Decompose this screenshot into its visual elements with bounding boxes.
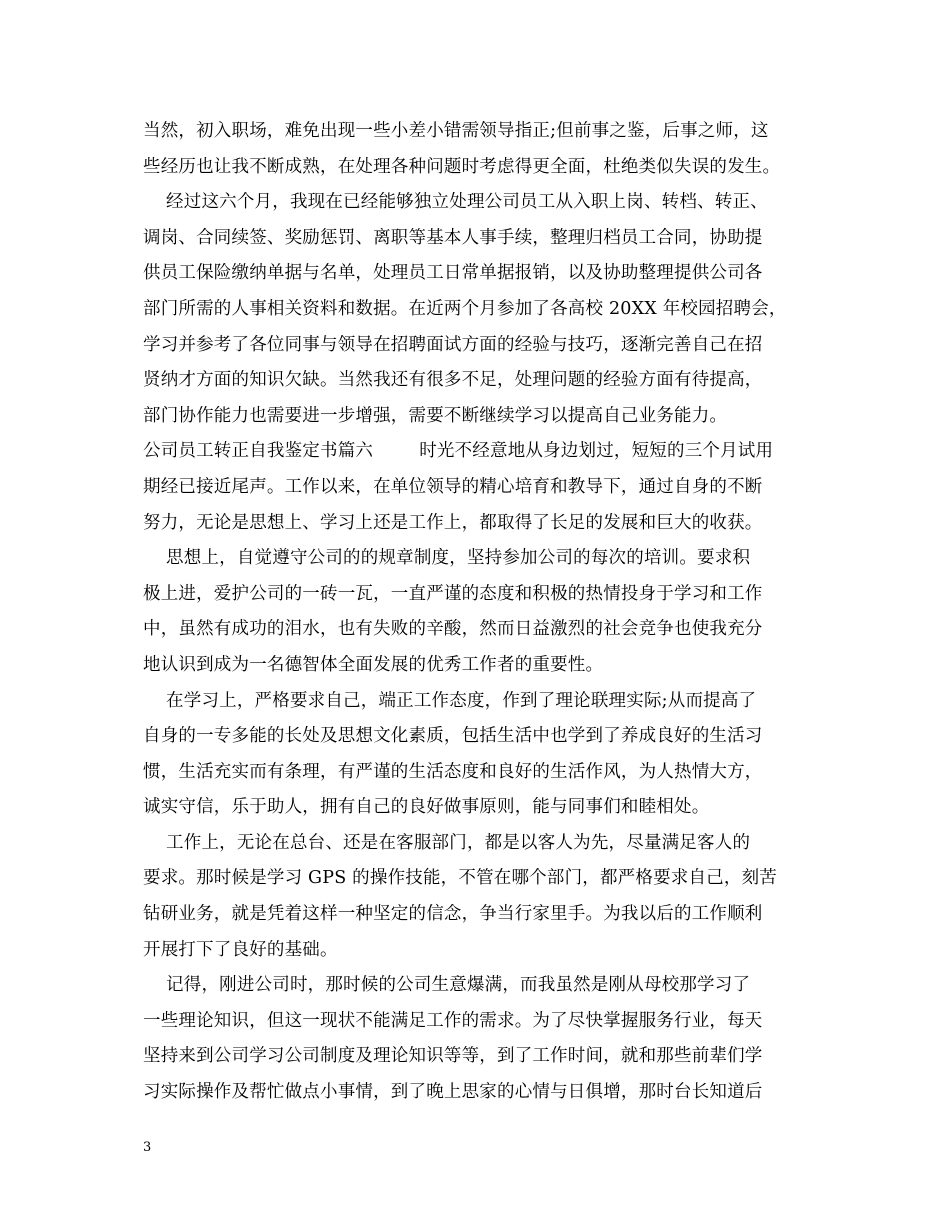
text-line: 部门所需的人事相关资料和数据。在近两个月参加了各高校 20XX 年校园招聘会， — [143, 298, 787, 319]
text-line: 地认识到成为一名德智体全面发展的优秀工作者的重要性。 — [143, 654, 604, 675]
text-line: 诚实守信，乐于助人，拥有自己的良好做事原则，能与同事们和睦相处。 — [143, 797, 710, 818]
text-line: 贤纳才方面的知识欠缺。当然我还有很多不足，处理问题的经验方面有待提高， — [143, 370, 763, 391]
text-line: 开展打下了良好的基础。 — [143, 939, 338, 960]
text-line: 极上进，爱护公司的一砖一瓦，一直严谨的态度和积极的热情投身于学习和工作 — [143, 583, 763, 604]
text-line: 钻研业务，就是凭着这样一种坚定的信念，争当行家里手。为我以后的工作顺利 — [143, 904, 763, 925]
text-line: 一些理论知识，但这一现状不能满足工作的需求。为了尽快掌握服务行业，每天 — [143, 1010, 763, 1031]
text-line: 工作上，无论在总台、还是在客服部门，都是以客人为先，尽量满足客人的 — [143, 832, 751, 853]
text-line: 记得，刚进公司时，那时候的公司生意爆满，而我虽然是刚从母校那学习了 — [143, 975, 751, 996]
text-line: 要求。那时候是学习 GPS 的操作技能，不管在哪个部门，都严格要求自己，刻苦 — [143, 868, 777, 889]
text-line: 调岗、合同续签、奖励惩罚、离职等基本人事手续，整理归档员工合同，协助提 — [143, 227, 763, 248]
text-line: 当然，初入职场，难免出现一些小差小错需领导指正;但前事之鉴，后事之师，这 — [143, 121, 769, 141]
text-line: 在学习上，严格要求自己，端正工作态度，作到了理论联理实际;从而提高了 — [143, 690, 757, 711]
text-line: 学习并参考了各位同事与领导在招聘面试方面的经验与技巧，逐渐完善自己在招 — [143, 334, 763, 355]
text-line: 思想上，自觉遵守公司的的规章制度，坚持参加公司的每次的培训。要求积 — [143, 548, 751, 569]
text-line: 习实际操作及帮忙做点小事情，到了晚上思家的心情与日俱增，那时台长知道后 — [143, 1082, 763, 1103]
text-line: 些经历也让我不断成熟，在处理各种问题时考虑得更全面，杜绝类似失误的发生。 — [143, 156, 781, 177]
text-line: 自身的一专多能的长处及思想文化素质，包括生活中也学到了养成良好的生活习 — [143, 726, 763, 747]
text-line: 经过这六个月，我现在已经能够独立处理公司员工从入职上岗、转档、转正、 — [143, 192, 768, 213]
text-line: 惯，生活充实而有条理，有严谨的生活态度和良好的生活作风，为人热情大方， — [143, 761, 763, 782]
text-line: 努力，无论是思想上、学习上还是工作上，都取得了长足的发展和巨大的收获。 — [143, 512, 763, 533]
text-line: 部门协作能力也需要进一步增强，需要不断继续学习以提高自己业务能力。 — [143, 405, 728, 426]
text-line: 坚持来到公司学习公司制度及理论知识等等，到了工作时间，就和那些前辈们学 — [143, 1046, 763, 1067]
text-line: 供员工保险缴纳单据与名单，处理员工日常单据报销，以及协助整理提供公司各 — [143, 263, 763, 284]
document-body — [143, 114, 825, 1111]
text-line: 期经已接近尾声。工作以来，在单位领导的精心培育和教导下，通过自身的不断 — [143, 476, 763, 497]
section-heading-line: 公司员工转正自我鉴定书篇六 时光不经意地从身边划过，短短的三个月试用 — [143, 441, 774, 462]
page-number: 3 — [143, 1140, 152, 1155]
text-line: 中，虽然有成功的泪水，也有失败的辛酸，然而日益激烈的社会竞争也使我充分 — [143, 619, 763, 640]
